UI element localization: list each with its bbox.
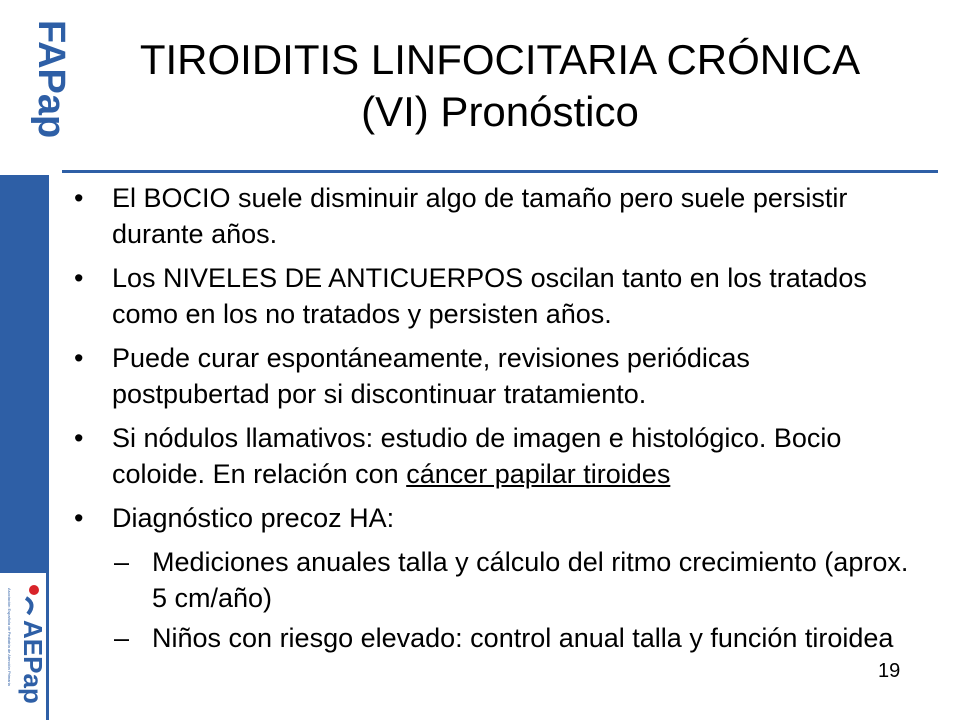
bullet-text: Si nódulos llamativos: estudio de imagen e histológico. Bocio coloide. En relación con xyxy=(112,423,842,489)
slide-title-line1: TIROIDITIS LINFOCITARIA CRÓNICA xyxy=(139,36,861,83)
bullet-mark: • xyxy=(74,343,84,373)
title-divider xyxy=(62,170,938,173)
bullet-text: El BOCIO suele disminuir algo de tamaño pero suele persistir durante años. xyxy=(112,183,848,249)
bullet-text: Diagnóstico precoz HA: xyxy=(112,503,395,533)
bullet-item xyxy=(70,340,910,412)
fapap-logo xyxy=(3,18,72,148)
sidebar-blue-band xyxy=(0,175,49,573)
aepap-logo xyxy=(4,582,46,716)
slide-content xyxy=(70,180,910,660)
bullet-mark: • xyxy=(74,503,84,533)
bullet-mark: • xyxy=(74,423,84,453)
fapap-logo-text: FAPap xyxy=(30,20,72,139)
bullet-item xyxy=(70,260,910,332)
sub-bullet-mark: – xyxy=(114,547,130,577)
aepap-logo-dot xyxy=(29,585,39,595)
sidebar xyxy=(0,0,72,720)
sub-bullet-item xyxy=(70,544,910,616)
page-number: 19 xyxy=(878,660,901,682)
bullet-item xyxy=(70,500,910,536)
slide-title xyxy=(60,34,940,138)
sub-bullet-mark: – xyxy=(114,623,130,653)
bullet-text: Los NIVELES DE ANTICUERPOS oscilan tanto en los tratados como en los no tratados y persisten años. xyxy=(112,263,867,329)
aepap-logo-small-text: Asociación Española de Pediatría de Atención Primaria xyxy=(7,588,12,686)
bullet-item xyxy=(70,420,910,492)
bullet-item xyxy=(70,180,910,252)
sub-bullet-text: Niños con riesgo elevado: control anual talla y función tiroidea xyxy=(152,623,894,653)
slide-title-line2: (VI) Pronóstico xyxy=(361,88,639,135)
cancer-papilar-link[interactable]: cáncer papilar tiroides xyxy=(406,459,671,489)
sub-bullet-item xyxy=(70,620,910,656)
aepap-logo-text: AEPap xyxy=(18,620,48,704)
sub-bullet-text: Mediciones anuales talla y cálculo del ritmo crecimiento (aprox. 5 cm/año) xyxy=(152,547,909,613)
bullet-mark: • xyxy=(74,263,84,293)
aepap-logo-swoosh xyxy=(26,598,32,614)
bullet-mark: • xyxy=(74,183,84,213)
bullet-text: Puede curar espontáneamente, revisiones periódicas postpubertad por si discontinuar tratamiento. xyxy=(112,343,750,409)
